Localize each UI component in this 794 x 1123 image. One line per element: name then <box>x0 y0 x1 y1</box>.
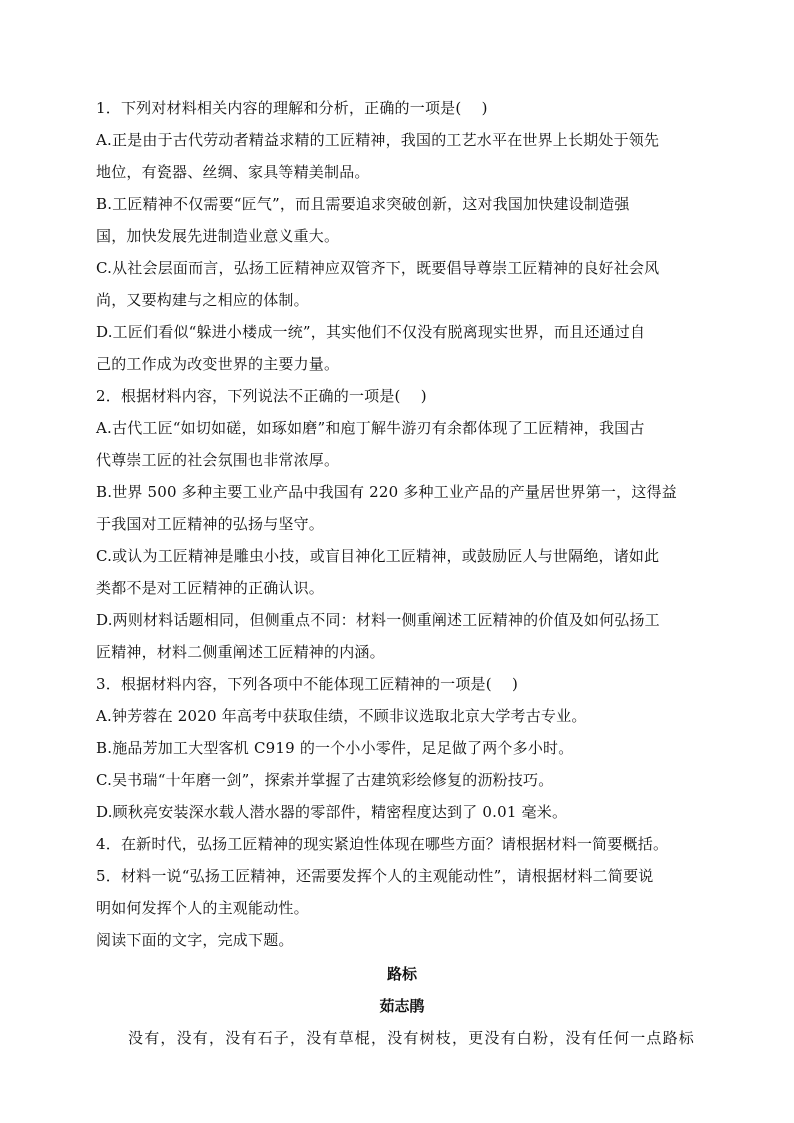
answer-option <box>96 188 708 252</box>
question-2 <box>96 380 708 668</box>
question-list <box>96 92 708 924</box>
answer-option <box>96 732 708 764</box>
answer-option <box>96 124 708 188</box>
question-stem-line: 2．根据材料内容，下列说法不正确的一项是( ) <box>96 387 427 405</box>
option-line: C.吴书瑞“十年磨一剑”，探索并掌握了古建筑彩绘修复的沥粉技巧。 <box>96 771 554 789</box>
question-stem-line: 明如何发挥个人的主观能动性。 <box>96 899 309 917</box>
option-line: C.从社会层面而言，弘扬工匠精神应双管齐下，既要倡导尊崇工匠精神的良好社会风 <box>96 259 660 277</box>
question-1 <box>96 92 708 380</box>
answer-option <box>96 796 708 828</box>
answer-option <box>96 764 708 796</box>
option-line: B.施品芳加工大型客机 C919 的一个小小零件，足足做了两个多小时。 <box>96 739 574 757</box>
answer-option <box>96 316 708 380</box>
option-line: B.世界 500 多种主要工业产品中我国有 220 多种工业产品的产量居世界第一，这得益 <box>96 483 677 501</box>
article-author: 茹志鹃 <box>379 997 425 1015</box>
answer-option <box>96 604 708 668</box>
option-line: 于我国对工匠精神的弘扬与坚守。 <box>96 515 325 533</box>
option-line: D.两则材料话题相同，但侧重点不同：材料一侧重阐述工匠精神的价值及如何弘扬工 <box>96 611 660 629</box>
option-line: 尚，又要构建与之相应的体制。 <box>96 291 309 309</box>
option-line: 国，加快发展先进制造业意义重大。 <box>96 227 340 245</box>
option-line: C.或认为工匠精神是雕虫小技，或盲目神化工匠精神，或鼓励匠人与世隔绝，诸如此 <box>96 547 660 565</box>
answer-option <box>96 540 708 604</box>
reading-instruction: 阅读下面的文字，完成下题。 <box>96 931 294 949</box>
article-title: 路标 <box>386 965 417 983</box>
question-stem-line: 5．材料一说“弘扬工匠精神，还需要发挥个人的主观能动性”，请根据材料二简要说 <box>96 867 654 885</box>
option-line: D.工匠们看似“躲进小楼成一统”，其实他们不仅没有脱离现实世界，而且还通过自 <box>96 323 646 341</box>
option-line: 己的工作成为改变世界的主要力量。 <box>96 355 340 373</box>
article-first-line: 没有，没有，没有石子，没有草棍，没有树枝，更没有白粉，没有任何一点路标 <box>128 1029 696 1047</box>
option-line: 代尊崇工匠的社会氛围也非常浓厚。 <box>96 451 340 469</box>
answer-option <box>96 476 708 540</box>
question-stem-line: 4．在新时代，弘扬工匠精神的现实紧迫性体现在哪些方面？请根据材料一简要概括。 <box>96 835 669 853</box>
option-line: A.古代工匠“如切如磋，如琢如磨”和庖丁解牛游刃有余都体现了工匠精神，我国古 <box>96 419 645 437</box>
question-stem-line: 1．下列对材料相关内容的理解和分析，正确的一项是( ) <box>96 99 488 117</box>
question-4 <box>96 828 708 860</box>
answer-option <box>96 412 708 476</box>
answer-option <box>96 252 708 316</box>
question-stem-line: 3．根据材料内容，下列各项中不能体现工匠精神的一项是( ) <box>96 675 519 693</box>
option-line: B.工匠精神不仅需要“匠气”，而且需要追求突破创新，这对我国加快建设制造强 <box>96 195 630 213</box>
document-page <box>96 92 708 1054</box>
option-line: D.顾秋亮安装深水载人潜水器的零部件，精密程度达到了 0.01 毫米。 <box>96 803 568 821</box>
question-3 <box>96 668 708 828</box>
option-line: A.钟芳蓉在 2020 年高考中获取佳绩，不顾非议选取北京大学考古专业。 <box>96 707 587 725</box>
answer-option <box>96 700 708 732</box>
option-line: 地位，有瓷器、丝绸、家具等精美制品。 <box>96 163 370 181</box>
option-line: 匠精神，材料二侧重阐述工匠精神的内涵。 <box>96 643 385 661</box>
option-line: 类都不是对工匠精神的正确认识。 <box>96 579 325 597</box>
option-line: A.正是由于古代劳动者精益求精的工匠精神，我国的工艺水平在世界上长期处于领先 <box>96 131 660 149</box>
question-5 <box>96 860 708 924</box>
